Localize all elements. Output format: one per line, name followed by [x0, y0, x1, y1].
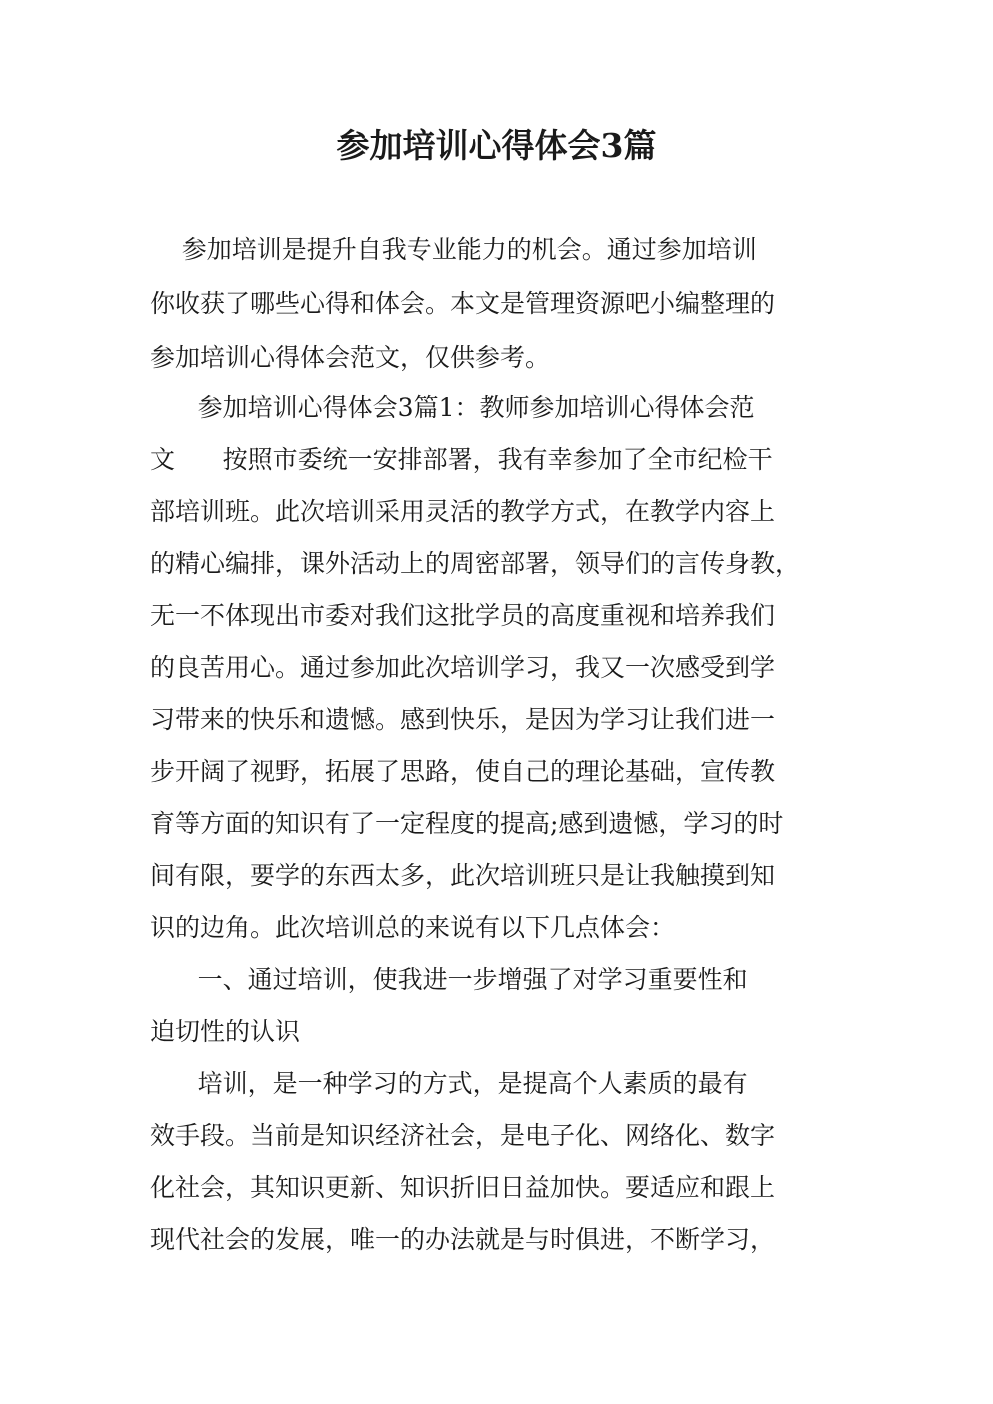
- section-heading-line: 迫切性的认识: [150, 1017, 301, 1046]
- document-title: 参加培训心得体会3篇: [336, 126, 657, 165]
- body-line: 参加培训心得体会3篇1：教师参加培训心得体会范: [150, 393, 755, 422]
- body-line: 育等方面的知识有了一定程度的提高;感到遗憾，学习的时: [150, 809, 784, 838]
- body-line: 参加培训心得体会范文，仅供参考。: [150, 343, 551, 372]
- body-line: 参加培训是提升自我专业能力的机会。通过参加培训: [150, 235, 757, 264]
- body-line: 无一不体现出市委对我们这批学员的高度重视和培养我们: [150, 601, 776, 630]
- body-line: 培训，是一种学习的方式，是提高个人素质的最有: [150, 1069, 748, 1098]
- body-line: 文 按照市委统一安排部署，我有幸参加了全市纪检干: [150, 445, 773, 474]
- body-line: 习带来的快乐和遗憾。感到快乐，是因为学习让我们进一: [150, 705, 776, 734]
- body-line: 步开阔了视野，拓展了思路，使自己的理论基础，宣传教: [150, 757, 776, 786]
- body-line: 识的边角。此次培训总的来说有以下几点体会：: [150, 913, 676, 942]
- body-line: 部培训班。此次培训采用灵活的教学方式，在教学内容上: [150, 497, 776, 526]
- body-line: 化社会，其知识更新、知识折旧日益加快。要适应和跟上: [150, 1173, 776, 1202]
- body-line: 间有限，要学的东西太多，此次培训班只是让我触摸到知: [150, 861, 776, 890]
- body-line: 你收获了哪些心得和体会。本文是管理资源吧小编整理的: [150, 289, 776, 318]
- body-line: 现代社会的发展，唯一的办法就是与时俱进，不断学习，: [150, 1225, 776, 1254]
- body-line: 的精心编排，课外活动上的周密部署，领导们的言传身教，: [150, 549, 801, 578]
- body-line: 效手段。当前是知识经济社会，是电子化、网络化、数字: [150, 1121, 776, 1150]
- body-line: 的良苦用心。通过参加此次培训学习，我又一次感受到学: [150, 653, 776, 682]
- section-heading-line: 一、通过培训，使我进一步增强了对学习重要性和: [150, 965, 748, 994]
